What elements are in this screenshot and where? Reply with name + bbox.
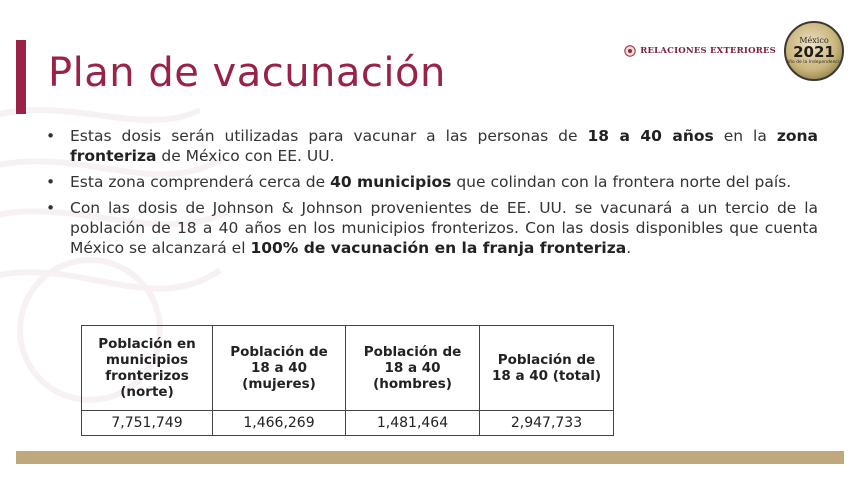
bullet-text: Con las dosis de Johnson & Johnson provenientes de EE. UU. se vacunará a un tercio de la población de 18 a 40 años en los municipios fronterizos. Con las dosis disponibles que cuenta México se alcanzará el	[70, 199, 818, 257]
table-cell: 2,947,733	[480, 411, 614, 436]
bullet-text: Esta zona comprenderá cerca de	[70, 173, 331, 191]
page-title: Plan de vacunación	[48, 50, 446, 96]
title-accent-bar	[16, 40, 26, 114]
bullet-text: .	[626, 239, 632, 257]
mexico-2021-seal-icon	[784, 21, 844, 81]
bullet-item	[46, 198, 818, 258]
bullet-text: Estas dosis serán utilizadas para vacunar a las personas de	[70, 127, 588, 145]
bullet-item	[46, 172, 818, 192]
bullet-bold: zona fronteriza	[70, 127, 818, 165]
bullet-text: de México con EE. UU.	[156, 147, 335, 165]
column-header: Población de 18 a 40 (hombres)	[346, 326, 480, 411]
column-header: Población de 18 a 40 (total)	[480, 326, 614, 411]
bullet-bold: 18 a 40 años	[587, 127, 714, 145]
bullet-text: en la	[713, 127, 777, 145]
table-row	[82, 411, 614, 436]
table-cell: 1,466,269	[213, 411, 346, 436]
table-cell: 7,751,749	[82, 411, 213, 436]
bullet-text: que colindan con la frontera norte del país.	[451, 173, 792, 191]
sre-logo	[624, 45, 776, 57]
sre-emblem-icon	[624, 45, 636, 57]
footer-band	[16, 451, 844, 464]
seal-bottom-text: Año de la Independencia	[786, 59, 842, 65]
bullet-list	[46, 126, 818, 264]
column-header: Población de 18 a 40 (mujeres)	[213, 326, 346, 411]
seal-year: 2021	[793, 42, 835, 61]
population-table	[81, 325, 614, 436]
org-name: RELACIONES EXTERIORES	[640, 46, 776, 56]
column-header: Población en municipios fronterizos (norte)	[82, 326, 213, 411]
table-header-row	[82, 326, 614, 411]
header-logos	[624, 18, 844, 84]
bullet-bold: 100% de vacunación en la franja fronteriza	[250, 239, 627, 257]
seal-top-text: México	[799, 35, 829, 45]
bullet-bold: 40 municipios	[330, 173, 452, 191]
table-cell: 1,481,464	[346, 411, 480, 436]
bullet-item	[46, 126, 818, 166]
